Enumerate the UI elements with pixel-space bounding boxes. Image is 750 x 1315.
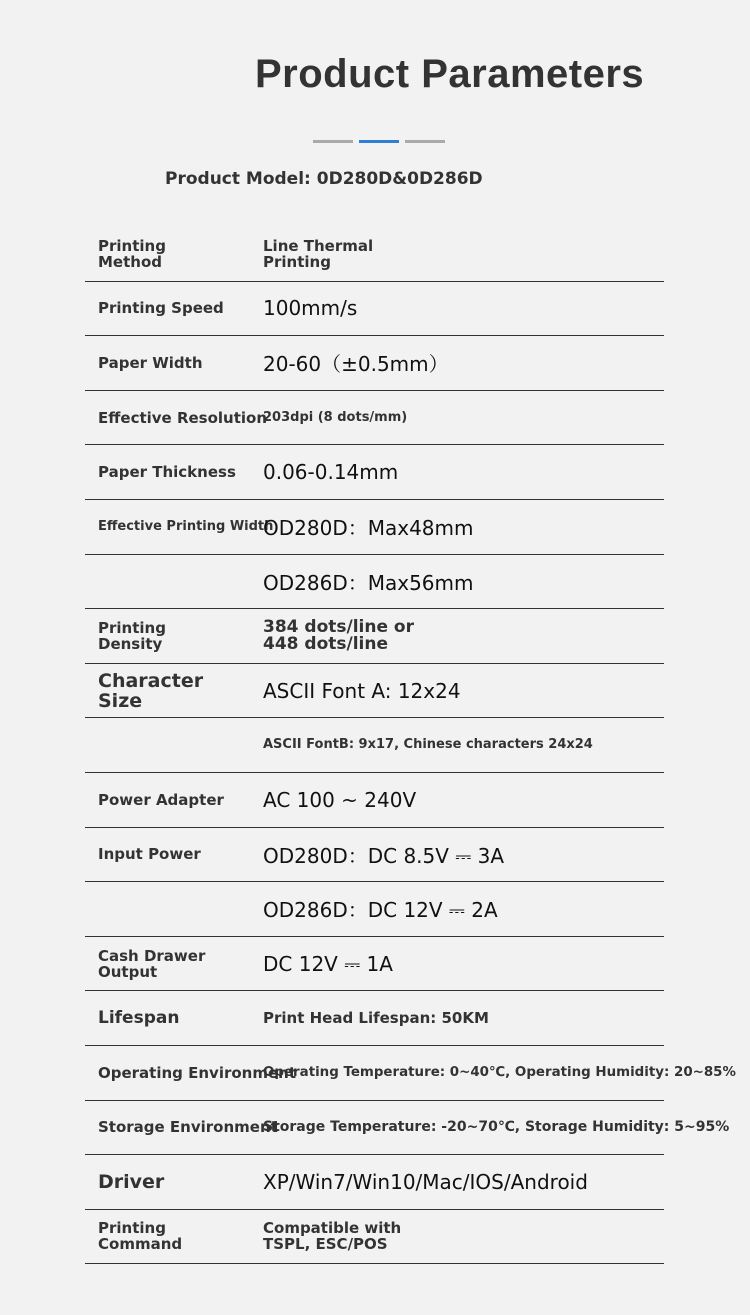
spec-value: Operating Temperature: 0~40℃, Operating Humidity: 20~85% — [263, 1064, 736, 1080]
accent-bar-left — [313, 140, 353, 143]
spec-row-character-size — [85, 664, 664, 719]
spec-row-paper-width — [85, 336, 664, 391]
spec-value: Storage Temperature: -20~70℃, Storage Humidity: 5~95% — [263, 1119, 730, 1136]
spec-label: Effective Resolution — [98, 408, 268, 427]
spec-label: Operating Environment — [98, 1063, 297, 1082]
spec-value: OD286D：Max56mm — [263, 570, 474, 595]
title-accent-divider — [313, 140, 445, 143]
spec-label: Lifespan — [98, 1008, 180, 1029]
spec-row-printing-method — [85, 227, 664, 282]
spec-label: Printing Density — [98, 618, 166, 653]
spec-label — [98, 555, 266, 609]
accent-bar-right — [405, 140, 445, 143]
spec-value: XP/Win7/Win10/Mac/IOS/Android — [263, 1169, 588, 1194]
spec-label: Power Adapter — [98, 790, 224, 809]
spec-row-cash-drawer-output — [85, 937, 664, 992]
spec-row-lifespan — [85, 991, 664, 1046]
spec-label: Effective Printing Width — [98, 518, 274, 534]
spec-value: 203dpi (8 dots/mm) — [263, 409, 408, 425]
spec-row-printing-speed — [85, 282, 664, 337]
product-model: Product Model: 0D280D&0D286D — [165, 169, 483, 189]
spec-value: AC 100 ~ 240V — [263, 787, 417, 812]
spec-label: Cash Drawer Output — [98, 946, 206, 981]
spec-value: Print Head Lifespan: 50KM — [263, 1009, 489, 1028]
spec-table — [85, 227, 736, 1264]
spec-row-printing-command — [85, 1210, 664, 1265]
spec-label: Paper Width — [98, 353, 203, 372]
spec-label: Paper Thickness — [98, 463, 236, 482]
spec-row-effective-resolution — [85, 391, 664, 446]
spec-value: Compatible with TSPL, ESC/POS — [263, 1219, 402, 1254]
spec-value: ASCII Font A: 12x24 — [263, 678, 461, 703]
spec-row-storage-environment — [85, 1101, 730, 1156]
spec-value: ASCII FontB: 9x17, Chinese characters 24x24 — [263, 737, 593, 753]
spec-label: Storage Environment — [98, 1118, 278, 1137]
spec-label — [98, 882, 266, 936]
spec-label: Driver — [98, 1170, 165, 1193]
spec-row-input-power-2 — [85, 882, 664, 937]
spec-row-driver — [85, 1155, 664, 1210]
spec-label: Character Size — [98, 669, 204, 712]
spec-label: Printing Command — [98, 1219, 183, 1254]
spec-row-paper-thickness — [85, 445, 664, 500]
spec-label — [98, 718, 266, 772]
spec-row-printing-density — [85, 609, 664, 664]
spec-row-effective-printing-width — [85, 500, 664, 555]
spec-row-power-adapter — [85, 773, 664, 828]
spec-row-effective-printing-width-2 — [85, 555, 664, 610]
spec-row-character-size-2 — [85, 718, 664, 773]
page-title: Product Parameters — [255, 52, 645, 96]
spec-value: OD280D：Max48mm — [263, 516, 474, 541]
spec-label: Input Power — [98, 845, 201, 864]
spec-value: 100mm/s — [263, 296, 358, 321]
spec-label: Printing Method — [98, 236, 166, 271]
spec-value: DC 12V ⎓ 1A — [263, 951, 393, 976]
spec-value: 0.06-0.14mm — [263, 460, 399, 485]
spec-value: OD286D：DC 12V ⎓ 2A — [263, 898, 498, 923]
spec-value: Line Thermal Printing — [263, 236, 374, 271]
spec-value: 20-60（±0.5mm） — [263, 352, 449, 377]
spec-row-operating-environment — [85, 1046, 736, 1101]
spec-row-input-power — [85, 828, 664, 883]
spec-label: Printing Speed — [98, 299, 224, 318]
accent-bar-middle — [359, 140, 399, 143]
spec-value: 384 dots/line or 448 dots/line — [263, 616, 414, 654]
spec-value: OD280D：DC 8.5V ⎓ 3A — [263, 843, 505, 868]
